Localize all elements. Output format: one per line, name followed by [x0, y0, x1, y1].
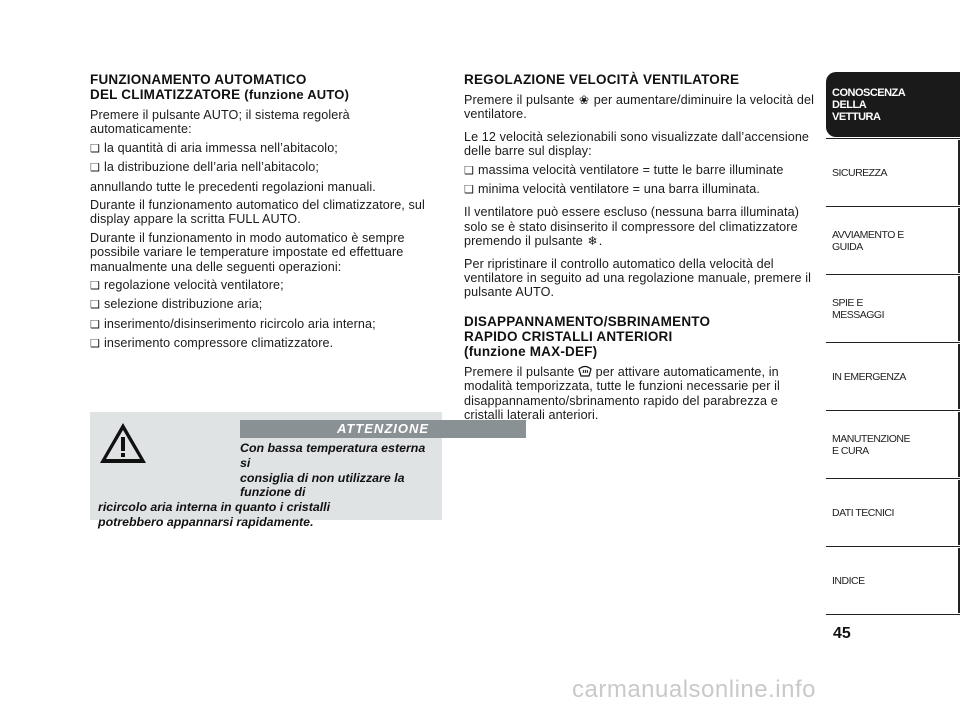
tab-dati-tecnici[interactable]: DATI TECNICI — [826, 480, 960, 545]
page-number: 45 — [833, 625, 851, 642]
tab-manutenzione-e-cura[interactable]: MANUTENZIONE E CURA — [826, 412, 960, 477]
left-column — [90, 72, 442, 356]
chapter-tabs — [826, 72, 960, 616]
list-item: ❑ minima velocità ventilatore = una barra illuminata. — [464, 182, 814, 197]
list-item: ❑ inserimento compressore climatizzatore. — [90, 336, 442, 351]
fan-icon: ❀ — [579, 93, 590, 107]
paragraph: Il ventilatore può essere escluso (nessuna barra illuminata) solo se è stato disinserito il compressore del climatizzatore premendo il pulsante ❄. — [464, 205, 800, 249]
warning-text: Con bassa temperatura esterna si consiglia di non utilizzare la funzione di ricircolo aria interna in quanto i cristalli potrebbero appannarsi rapidamente. — [98, 441, 426, 529]
paragraph: Per ripristinare il controllo automatico della velocità del ventilatore in seguito ad una regolazione manuale, premere il pulsante AUTO. — [464, 256, 812, 300]
list-item: ❑ inserimento/disinserimento ricircolo aria interna; — [90, 317, 442, 332]
windshield-defrost-icon — [578, 365, 592, 377]
paragraph: Durante il funzionamento automatico del climatizzatore, sul display appare la scritta FULL AUTO. — [90, 198, 425, 227]
defrost-section-title: DISAPPANNAMENTO/SBRINAMENTO RAPIDO CRISTALLI ANTERIORI (funzione MAX-DEF) — [464, 313, 711, 359]
warning-box — [90, 412, 442, 529]
tab-indice[interactable]: INDICE — [826, 548, 960, 613]
tab-sicurezza[interactable]: SICUREZZA — [826, 140, 960, 205]
paragraph: annullando tutte le precedenti regolazioni manuali. — [90, 179, 376, 194]
watermark: carmanualsonline.info — [572, 676, 816, 703]
snowflake-icon: ❄ — [587, 234, 598, 249]
paragraph: Premere il pulsante ❀ per aumentare/diminuire la velocità del ventilatore. — [464, 93, 814, 122]
tab-spie-e-messaggi[interactable]: SPIE E MESSAGGI — [826, 276, 960, 341]
list-item: ❑ massima velocità ventilatore = tutte le barre illuminate — [464, 163, 814, 178]
right-column — [464, 72, 814, 427]
paragraph: Premere il pulsante AUTO; il sistema regolerà automaticamente: — [90, 108, 350, 137]
tab-in-emergenza[interactable]: IN EMERGENZA — [826, 344, 960, 409]
warning-label: ATTENZIONE — [240, 420, 526, 438]
paragraph: Le 12 velocità selezionabili sono visualizzate dall’accensione delle barre sul display: — [464, 129, 810, 159]
paragraph: Premere il pulsante per attivare automaticamente, in modalità temporizzata, tutte le funzioni necessarie per il disappannamento/sbrinamento rapido del parabrezza e cristalli laterali anteriori. — [464, 364, 780, 423]
list-item: ❑ la quantità di aria immessa nell’abitacolo; — [90, 141, 442, 156]
list-item: ❑ selezione distribuzione aria; — [90, 297, 442, 312]
fan-speed-title: REGOLAZIONE VELOCITÀ VENTILATORE — [464, 72, 740, 87]
paragraph: Durante il funzionamento in modo automatico è sempre possibile variare le temperature impostate ed effettuare manualmente una delle seguenti operazioni: — [90, 230, 405, 274]
tab-conoscenza-della-vettura[interactable]: CONOSCENZA DELLA VETTURA — [826, 72, 960, 137]
list-item: ❑ regolazione velocità ventilatore; — [90, 278, 442, 293]
list-item: ❑ la distribuzione dell’aria nell’abitacolo; — [90, 160, 442, 175]
tab-avviamento-e-guida[interactable]: AVVIAMENTO E GUIDA — [826, 208, 960, 273]
auto-section-title: FUNZIONAMENTO AUTOMATICO DEL CLIMATIZZATORE (funzione AUTO) — [90, 72, 350, 102]
